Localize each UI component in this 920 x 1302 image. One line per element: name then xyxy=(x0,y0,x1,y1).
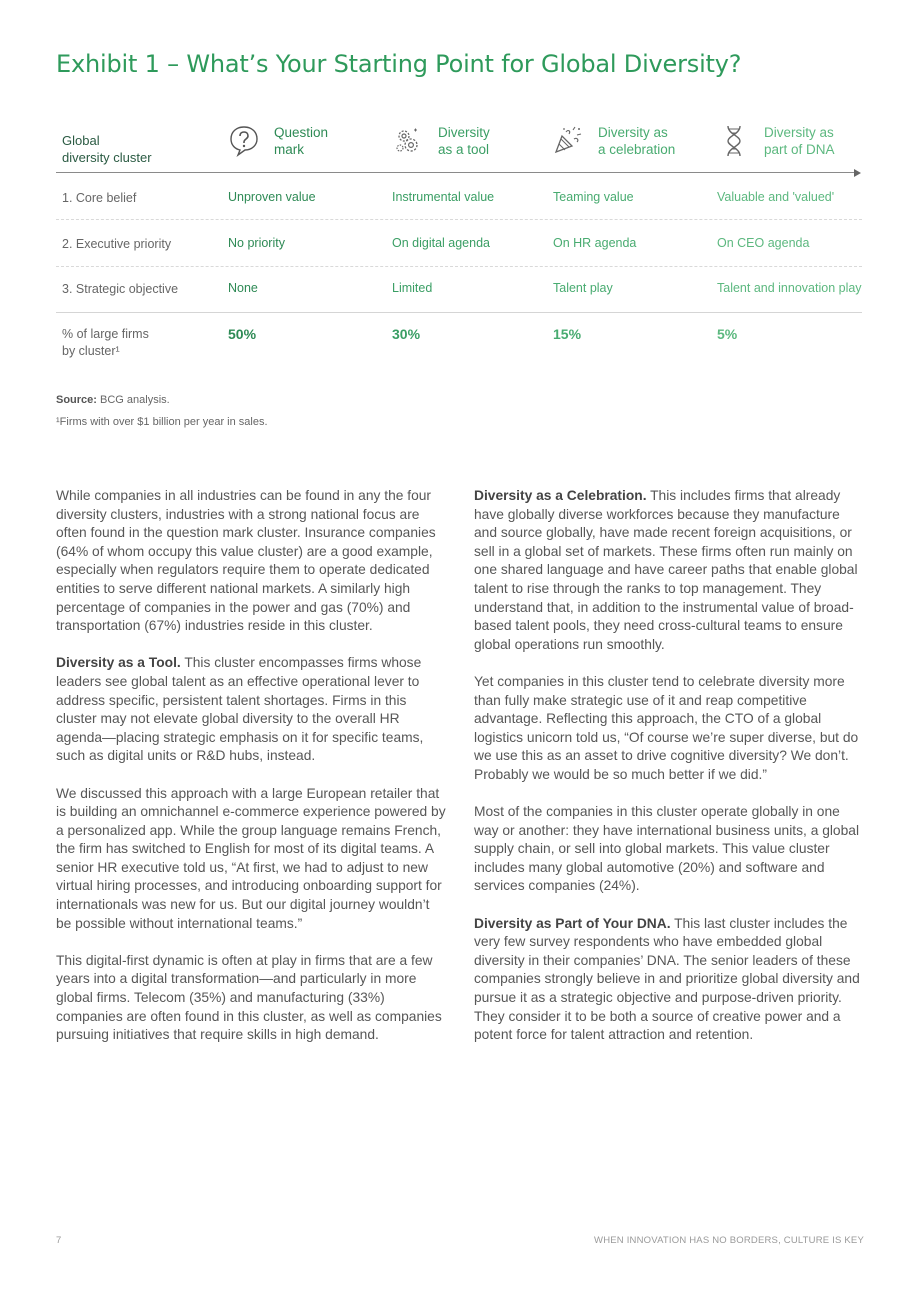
cell-strategic-tool: Limited xyxy=(392,281,433,295)
gears-icon xyxy=(392,124,424,158)
row-label-executive-priority: 2. Executive priority xyxy=(62,237,172,251)
paragraph-text: We discussed this approach with a large European retailer that is building an omnichannel e-commerce experience powered by a personalized app. While the group language remains French, the firm has switched to English for most of its digital teams. A senior HR executive told us, “At first, we had to adjust to new virtual hiring processes, and introducing onboarding support for internationals was new for us. But our digital journey wouldn’t be possible without international teams.” xyxy=(56,785,446,931)
celebration-icon xyxy=(552,124,584,158)
cell-exec-priority-dna: On CEO agenda xyxy=(717,236,810,250)
exhibit-table xyxy=(56,112,862,372)
row-divider xyxy=(56,219,862,220)
paragraph-text: While companies in all industries can be found in any the four diversity clusters, industries with a strong national focus are often found in the question mark cluster. Insurance companies (64% of whom occupy this value cluster) are a good example, especially when regulators require them to operate dedicated entities to serve different national markets. A similarly high percentage of companies in the power and gas (70%) and transportation (67%) industries reside in this cluster. xyxy=(56,488,436,634)
paragraph-text: This last cluster includes the very few survey respondents who have embedded global diversity in their companies’ DNA. The senior leaders of these companies strongly believe in and prioritize global diversity and pursue it as a strategic objective and purpose-driven priority. They consider it to be both a source of creative power and a potent force for talent attraction and retention. xyxy=(474,915,860,1043)
row-label-core-belief: 1. Core belief xyxy=(62,191,137,205)
paragraph xyxy=(56,785,448,934)
cell-exec-priority-question-mark: No priority xyxy=(228,236,285,250)
paragraph-text: Most of the companies in this cluster operate globally in one way or another: they have international business units, a global supply chain, or sell into global markets. This value cluster includes many global automotive (20%) and software and services companies (24%). xyxy=(474,804,860,894)
cell-exec-priority-celebration: On HR agenda xyxy=(553,236,637,250)
exhibit-title: Exhibit 1 – What’s Your Starting Point for Global Diversity? xyxy=(56,50,742,78)
body-column-left xyxy=(56,487,448,1063)
pct-dna: 5% xyxy=(717,326,738,342)
pct-question-mark: 50% xyxy=(228,326,257,342)
paragraph-text: This digital-first dynamic is often at play in firms that are a few years into a digital transformation—and particularly in more global firms. Telecom (35%) and manufacturing (33%) companies are often found in this cluster, as well as companies pursuing initiatives that require skills in high demand. xyxy=(56,952,442,1043)
paragraph xyxy=(474,487,866,654)
header-label: Global diversity cluster xyxy=(62,133,152,165)
cell-core-belief-celebration: Teaming value xyxy=(553,190,634,204)
paragraph xyxy=(474,803,866,896)
arrow-icon xyxy=(854,169,861,177)
row-divider xyxy=(56,266,862,267)
paragraph xyxy=(56,654,448,766)
footnote: ¹Firms with over $1 billion per year in sales. xyxy=(56,416,268,428)
paragraph-lead: Diversity as a Celebration. xyxy=(474,488,647,503)
paragraph xyxy=(474,673,866,785)
column-header-question-mark: Question mark xyxy=(228,124,388,164)
column-header-diversity-celebration: Diversity as a celebration xyxy=(552,124,712,164)
cell-strategic-dna: Talent and innovation play xyxy=(717,281,862,295)
paragraph-text: Yet companies in this cluster tend to celebrate diversity more than fully make strategic use of it and reap competitive advantage. Reflecting this approach, the CTO of a global logistics unicorn told us, “Of course we’re super diverse, but do we use this as an asset to drive cognitive diversity? We don’t. Probably we would be so much better if we did.” xyxy=(474,673,859,782)
paragraph xyxy=(56,487,448,636)
question-mark-icon xyxy=(228,124,260,158)
paragraph-lead: Diversity as Part of Your DNA. xyxy=(474,915,671,931)
cell-strategic-question-mark: None xyxy=(228,281,258,295)
column-header-diversity-dna: Diversity as part of DNA xyxy=(718,124,878,164)
row-label-pct-large-firms: % of large firms by cluster¹ xyxy=(62,327,149,358)
row-divider xyxy=(56,312,862,313)
dna-icon xyxy=(718,124,750,158)
paragraph xyxy=(56,952,448,1045)
axis-line xyxy=(56,172,856,173)
running-title: WHEN INNOVATION HAS NO BORDERS, CULTURE IS KEY xyxy=(594,1235,864,1246)
pct-tool: 30% xyxy=(392,326,421,342)
paragraph-lead: Diversity as a Tool. xyxy=(56,655,181,671)
row-label-strategic-objective: 3. Strategic objective xyxy=(62,282,179,296)
cell-core-belief-dna: Valuable and 'valued' xyxy=(717,190,835,204)
page-number: 7 xyxy=(56,1235,62,1246)
body-column-right xyxy=(474,487,866,1063)
paragraph xyxy=(474,915,866,1045)
paragraph-text: This cluster encompasses firms whose leaders see global talent as an effective operational lever to address specific, persistent talent shortages. Firms in this cluster may not elevate global diversity to the overall HR agenda—placing strategic emphasis on it for specific teams, such as digital units or R&D hubs, instead. xyxy=(56,655,424,764)
cell-core-belief-tool: Instrumental value xyxy=(392,190,495,204)
cell-core-belief-question-mark: Unproven value xyxy=(228,190,316,204)
source-note: Source: BCG analysis. xyxy=(56,394,170,406)
cell-exec-priority-tool: On digital agenda xyxy=(392,236,490,250)
pct-celebration: 15% xyxy=(553,326,582,342)
paragraph-text: This includes firms that already have globally diverse workforces because they manufacture and source globally, have made recent foreign acquisitions, or sell in a global set of markets. These firms often run mainly on one shared language and have career paths that enable global talent to rise through the ranks to top management. They understand that, in addition to the instrumental value of broad-based talent pools, they need cross-cultural teams to ensure global operations run smoothly. xyxy=(474,488,858,652)
cell-strategic-celebration: Talent play xyxy=(553,281,613,295)
column-header-diversity-tool: Diversity as a tool xyxy=(392,124,552,164)
